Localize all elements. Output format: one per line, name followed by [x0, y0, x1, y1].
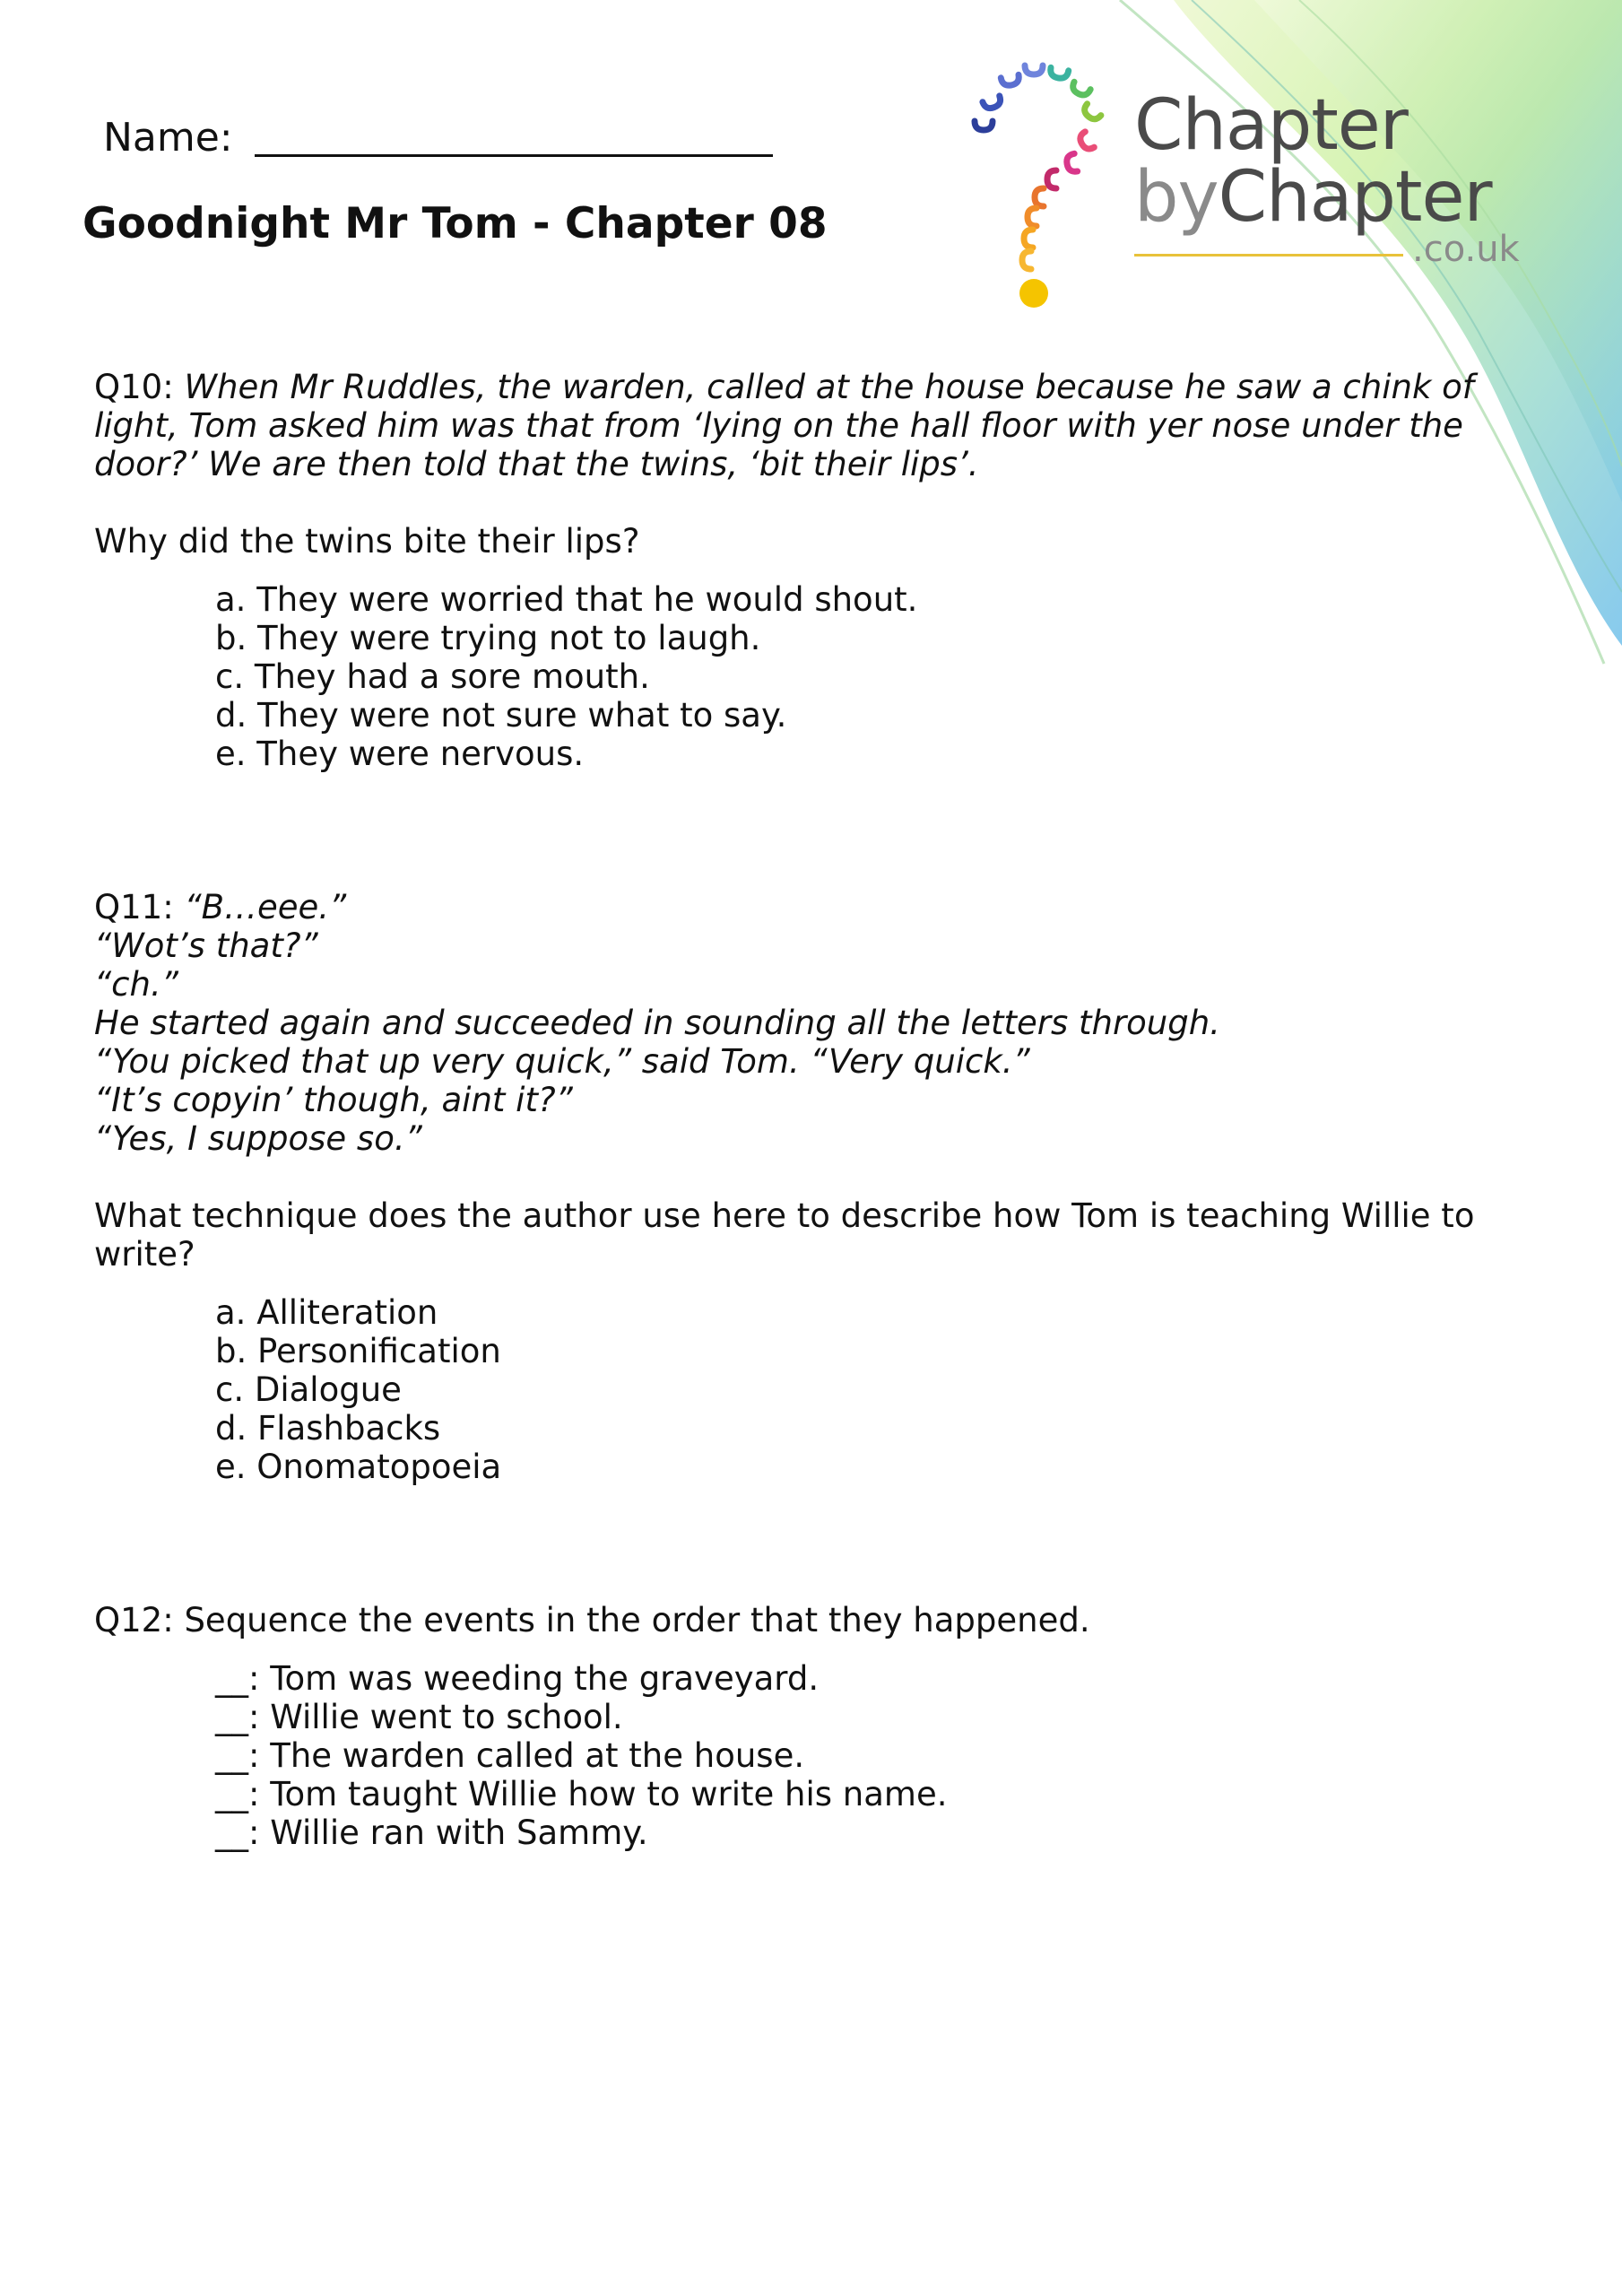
q11-quote-line: “It’s copyin’ though, aint it?” [94, 1081, 573, 1119]
q11-option-a[interactable]: a. Alliteration [215, 1293, 438, 1332]
book-question-mark-icon [964, 49, 1116, 309]
name-input-line[interactable] [255, 115, 773, 157]
logo-domain: .co.uk [1412, 229, 1520, 270]
q12-question: Sequence the events in the order that they happened. [184, 1601, 1090, 1639]
q11-quote-line: “Wot’s that?” [94, 926, 318, 965]
q11-question: What technique does the author use here to describe how Tom is teaching Willie to write? [94, 1196, 1475, 1274]
q11-option-d[interactable]: d. Flashbacks [215, 1409, 441, 1448]
q11-quote-line: “ch.” [94, 965, 178, 1004]
logo-line1: Chapter [1134, 85, 1408, 166]
logo-by: by [1134, 157, 1219, 238]
q11-option-c[interactable]: c. Dialogue [215, 1370, 402, 1409]
question-10 [94, 368, 1493, 773]
q12-event-item[interactable]: __: Willie ran with Sammy. [215, 1813, 648, 1852]
q10-label: Q10: [94, 368, 174, 406]
worksheet-content [94, 368, 1493, 1852]
q12-event-item[interactable]: __: The warden called at the house. [215, 1736, 805, 1775]
name-field-row [103, 115, 773, 161]
q11-quote-line: He started again and succeeded in sounding all the letters through. [94, 1004, 1220, 1042]
q10-passage [94, 368, 1493, 483]
q10-option-e[interactable]: e. They were nervous. [215, 735, 585, 773]
q11-label: Q11: [94, 888, 174, 926]
q12-event-item[interactable]: __: Tom taught Willie how to write his name. [215, 1775, 948, 1813]
logo-underline [1134, 254, 1403, 257]
q12-event-item[interactable]: __: Willie went to school. [215, 1698, 623, 1736]
q12-prompt [94, 1601, 1493, 1639]
logo-wordmark [1134, 85, 1492, 238]
logo-chapter: Chapter [1218, 157, 1492, 238]
name-label: Name: [103, 115, 233, 161]
logo-line2 [1134, 157, 1492, 238]
q12-event-item[interactable]: __: Tom was weeding the graveyard. [215, 1659, 820, 1698]
q10-question: Why did the twins bite their lips? [94, 522, 640, 561]
q11-quote-first [94, 888, 1493, 926]
chapter-by-chapter-logo [964, 49, 1547, 318]
q12-events [94, 1659, 1493, 1852]
q10-option-c[interactable]: c. They had a sore mouth. [215, 657, 650, 696]
q11-options [94, 1293, 1493, 1486]
q11-quote-line: “You picked that up very quick,” said Tom. “Very quick.” [94, 1042, 1030, 1081]
q11-option-b[interactable]: b. Personification [215, 1332, 501, 1370]
q11-quote-line: “Yes, I suppose so.” [94, 1119, 422, 1158]
q10-option-b[interactable]: b. They were trying not to laugh. [215, 619, 761, 657]
q10-option-a[interactable]: a. They were worried that he would shout. [215, 580, 918, 619]
q10-option-d[interactable]: d. They were not sure what to say. [215, 696, 787, 735]
question-12 [94, 1601, 1493, 1852]
q11-quote-line: “B…eee.” [184, 888, 347, 926]
q10-options [94, 580, 1493, 773]
q11-option-e[interactable]: e. Onomatopoeia [215, 1448, 502, 1486]
question-11 [94, 888, 1493, 1486]
q10-passage-text: When Mr Ruddles, the warden, called at the house because he saw a chink of light, Tom asked him was that from ‘lying on the hall floor with yer nose under the door?’ We are then told that the twins, ‘bit their lips’. [94, 368, 1474, 483]
q12-label: Q12: [94, 1601, 174, 1639]
worksheet-title: Goodnight Mr Tom - Chapter 08 [82, 199, 828, 248]
